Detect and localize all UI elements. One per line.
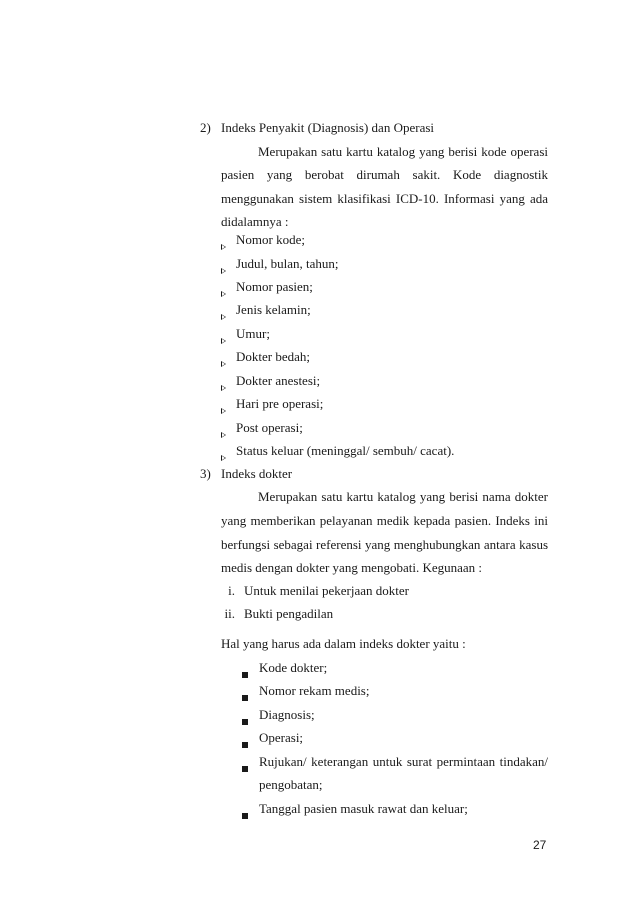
section3-para-line-3 xyxy=(221,537,548,553)
square-bullet-icon xyxy=(242,695,248,701)
list-item xyxy=(221,449,226,465)
section2-para-line-1-text: Merupakan satu kartu katalog yang berisi kode operasi xyxy=(258,144,548,159)
list-item-text: Diagnosis; xyxy=(259,707,315,722)
list-item xyxy=(242,736,248,752)
chevron-right-icon xyxy=(221,338,226,344)
section3-heading: Indeks dokter xyxy=(221,466,293,481)
section3-para-line-2-text: yang memberikan pelayanan medik kepada pasien. Indeks ini xyxy=(221,513,548,528)
section2-para-line-2-text: pasien yang berobat dirumah sakit. Kode diagnostik xyxy=(221,167,548,182)
list-item xyxy=(221,308,226,324)
list-item-text: Nomor pasien; xyxy=(236,279,313,294)
list-item xyxy=(221,238,226,254)
list-item xyxy=(242,689,248,705)
section3-para-line-1-text: Merupakan satu kartu katalog yang berisi nama dokter xyxy=(258,489,548,504)
items-intro: Hal yang harus ada dalam indeks dokter yaitu : xyxy=(221,636,466,651)
use-numeral: ii. xyxy=(224,606,235,621)
section3-para-line-2 xyxy=(221,513,548,529)
chevron-right-icon xyxy=(221,408,226,414)
use-text: Untuk menilai pekerjaan dokter xyxy=(244,583,409,598)
section2-heading: Indeks Penyakit (Diagnosis) dan Operasi xyxy=(221,120,435,135)
list-item xyxy=(221,332,226,348)
list-item-text: Dokter bedah; xyxy=(236,349,311,364)
list-item-continuation: pengobatan; xyxy=(259,777,323,792)
square-bullet-icon xyxy=(242,672,248,678)
chevron-right-icon xyxy=(221,244,226,250)
list-item xyxy=(221,355,226,371)
chevron-right-icon xyxy=(221,361,226,367)
chevron-right-icon xyxy=(221,432,226,438)
list-item xyxy=(221,285,226,301)
list-item xyxy=(242,760,248,776)
list-item-text: Dokter anestesi; xyxy=(236,373,321,388)
list-item-text: Rujukan/ keterangan untuk surat permintaan tindakan/ xyxy=(259,754,548,769)
list-item-text: Post operasi; xyxy=(236,420,303,435)
list-item-text: Kode dokter; xyxy=(259,660,328,675)
list-item xyxy=(221,426,226,442)
list-item xyxy=(221,262,226,278)
list-item-text: Status keluar (meninggal/ sembuh/ cacat). xyxy=(236,443,455,458)
section2-para-line-4: didalamnya : xyxy=(221,214,289,229)
section3-para-line-3-text: berfungsi sebagai referensi yang menghubungkan antara kasus xyxy=(221,537,548,552)
list-item xyxy=(242,666,248,682)
list-item-text: Jenis kelamin; xyxy=(236,302,311,317)
list-item-wrap xyxy=(259,754,548,770)
list-item-text: Tanggal pasien masuk rawat dan keluar; xyxy=(259,801,468,816)
page-number: 27 xyxy=(533,838,547,852)
section2-number: 2) xyxy=(200,120,211,135)
list-item xyxy=(221,379,226,395)
square-bullet-icon xyxy=(242,742,248,748)
square-bullet-icon xyxy=(242,719,248,725)
section2-para-line-3-text: menggunakan sistem klasifikasi ICD-10. Informasi yang ada xyxy=(221,191,548,206)
list-item-text: Operasi; xyxy=(259,730,304,745)
chevron-right-icon xyxy=(221,455,226,461)
list-item-text: Nomor rekam medis; xyxy=(259,683,370,698)
section2-para-line-3 xyxy=(221,191,548,207)
list-item-text: Umur; xyxy=(236,326,270,341)
list-item-text: Judul, bulan, tahun; xyxy=(236,256,339,271)
chevron-right-icon xyxy=(221,385,226,391)
section2-para-line-1 xyxy=(258,144,548,160)
chevron-right-icon xyxy=(221,268,226,274)
square-bullet-icon xyxy=(242,813,248,819)
use-numeral: i. xyxy=(228,583,235,598)
use-text: Bukti pengadilan xyxy=(244,606,334,621)
chevron-right-icon xyxy=(221,291,226,297)
list-item xyxy=(242,807,248,823)
section2-para-line-2 xyxy=(221,167,548,183)
square-bullet-icon xyxy=(242,766,248,772)
section3-para-line-4: medis dengan dokter yang mengobati. Kegunaan : xyxy=(221,560,483,575)
chevron-right-icon xyxy=(221,314,226,320)
list-item-text: Hari pre operasi; xyxy=(236,396,324,411)
section3-para-line-1 xyxy=(258,489,548,505)
section3-number: 3) xyxy=(200,466,211,481)
list-item xyxy=(221,402,226,418)
list-item xyxy=(242,713,248,729)
list-item-text: Nomor kode; xyxy=(236,232,305,247)
